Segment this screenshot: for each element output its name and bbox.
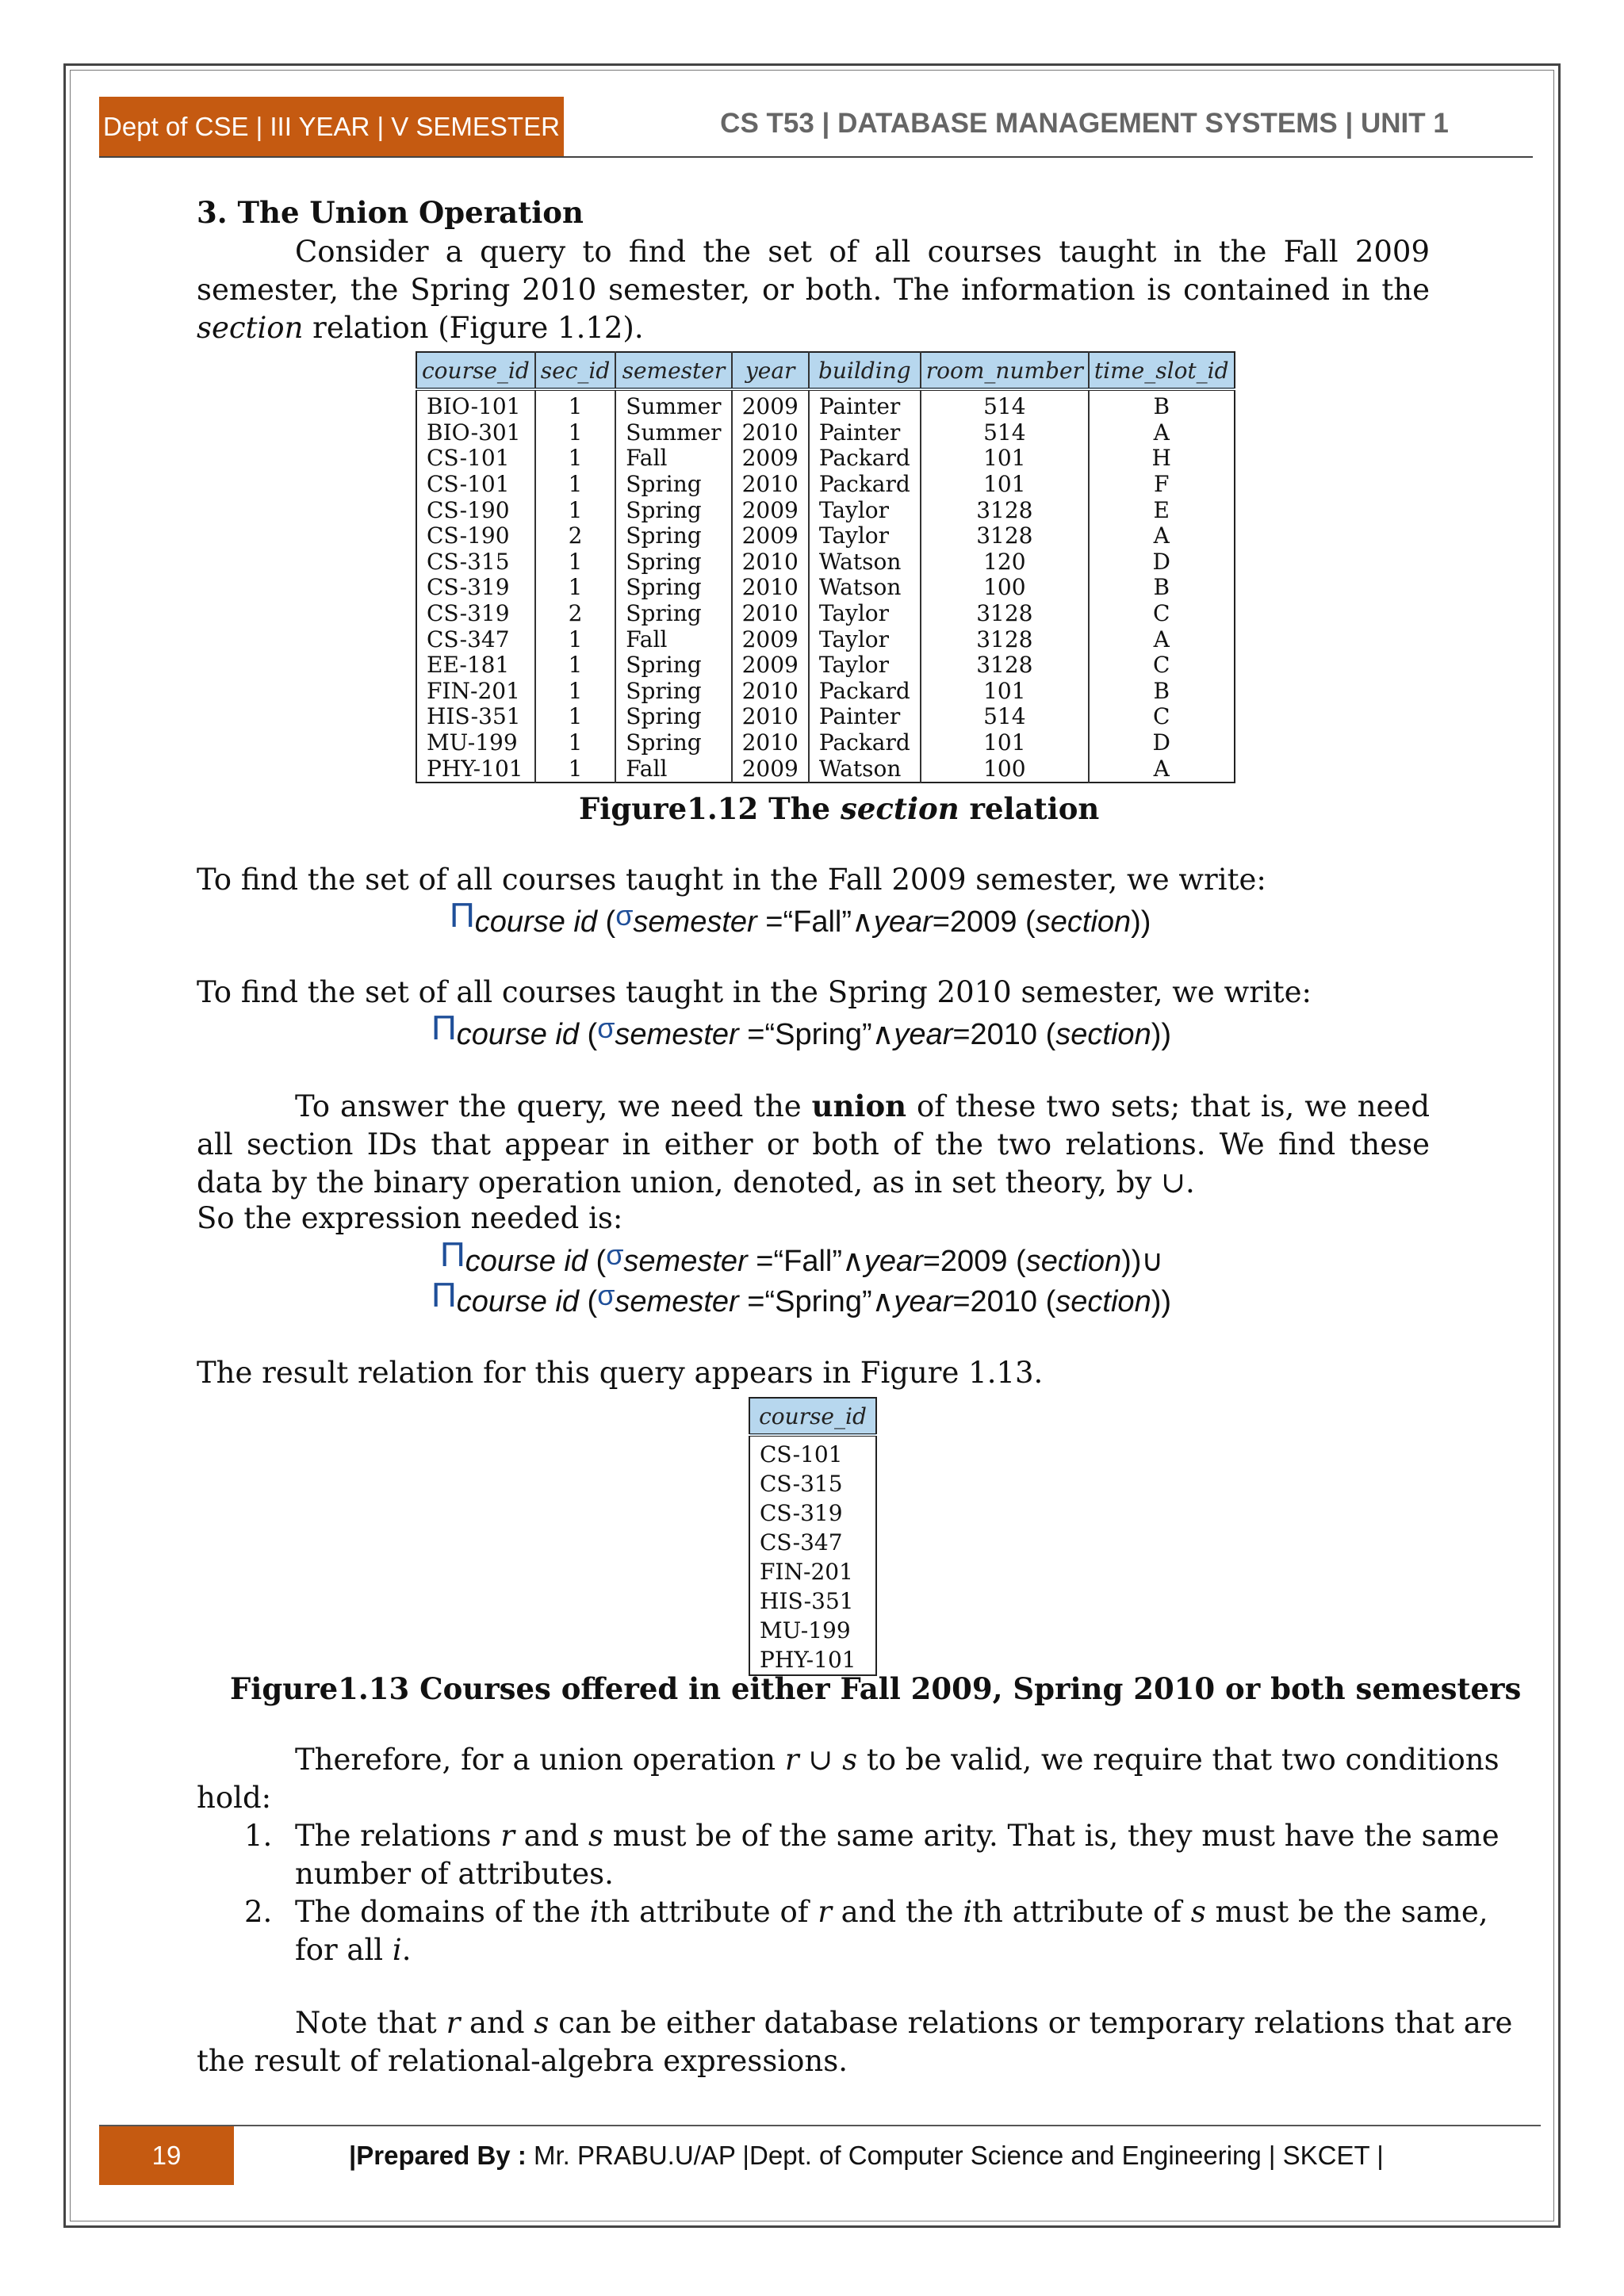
n-a: Note that <box>295 2006 446 2040</box>
f4-close: )) <box>1151 1285 1172 1318</box>
section-col-header: room_number <box>921 352 1089 389</box>
list-number-1: 1. <box>244 1819 273 1853</box>
table-cell: Packard <box>809 446 921 472</box>
table-cell: 2 <box>535 601 616 627</box>
c1-a: The relations <box>295 1819 501 1853</box>
table-cell: HIS-351 <box>760 1587 854 1614</box>
table-cell: 2010 <box>732 730 809 756</box>
f4-open: ( <box>578 1285 598 1318</box>
section-col-header: time_slot_id <box>1089 352 1235 389</box>
table-cell: 3128 <box>921 601 1089 627</box>
table-cell: 101 <box>921 730 1089 756</box>
table-cell: 1 <box>535 420 616 446</box>
selection-icon: σ <box>597 1279 615 1311</box>
intro-paragraph <box>197 233 1430 347</box>
table-cell: Taylor <box>809 626 921 652</box>
fig12-em: section <box>840 791 959 826</box>
table-cell: Packard <box>809 679 921 705</box>
projection-icon: Π <box>431 1008 457 1047</box>
table-cell: 3128 <box>921 652 1089 679</box>
header-rule <box>99 156 1533 158</box>
table-cell: Painter <box>809 704 921 730</box>
c1-s: s <box>588 1819 603 1853</box>
table-cell: 1 <box>535 389 616 420</box>
table-cell: Spring <box>615 601 731 627</box>
f1-cond: =“Fall”∧ <box>756 905 874 939</box>
f2-section: section <box>1055 1018 1151 1051</box>
table-cell: B <box>1153 393 1170 420</box>
table-row <box>749 1498 876 1528</box>
table-cell: 2010 <box>732 549 809 576</box>
fall-intro: To find the set of all courses taught in the Fall 2009 semester, we write: <box>197 863 1266 897</box>
table-cell: 1 <box>535 704 616 730</box>
union-pre: To answer the query, we need the <box>295 1089 812 1123</box>
table-cell: B <box>1153 677 1170 704</box>
table-cell: 2009 <box>732 497 809 523</box>
figure-1-12-caption <box>579 791 1099 826</box>
table-row <box>416 549 1235 576</box>
table-cell: 100 <box>921 756 1089 783</box>
table-cell: 514 <box>921 420 1089 446</box>
expression-needed: So the expression needed is: <box>197 1201 623 1235</box>
n-b: and <box>460 2006 534 2040</box>
table-cell: 101 <box>921 679 1089 705</box>
table-cell: BIO-301 <box>416 420 535 446</box>
table-cell: A <box>1153 522 1170 549</box>
table-cell: Packard <box>809 730 921 756</box>
table-cell: Spring <box>615 523 731 549</box>
n-r: r <box>446 2006 461 2040</box>
f3-year-val: =2009 ( <box>922 1245 1026 1278</box>
result-table-header: course_id <box>749 1398 876 1435</box>
table-cell: 1 <box>535 730 616 756</box>
table-cell: B <box>1153 574 1170 601</box>
ci-r: r <box>784 1743 799 1777</box>
table-cell: Painter <box>809 389 921 420</box>
note-line2: the result of relational-algebra expressions. <box>197 2044 848 2078</box>
c2-e: must be the same, <box>1205 1895 1488 1929</box>
table-cell: 101 <box>921 472 1089 498</box>
table-cell: 3128 <box>921 626 1089 652</box>
table-row <box>416 420 1235 446</box>
table-cell: 2010 <box>732 472 809 498</box>
projection-icon: Π <box>440 1235 465 1274</box>
condition-1-line1 <box>295 1819 1500 1853</box>
table-cell: D <box>1152 548 1170 575</box>
condition-2-line2 <box>295 1933 412 1967</box>
list-number-2: 2. <box>244 1895 273 1929</box>
table-cell: CS-319 <box>416 575 535 601</box>
table-cell: 1 <box>535 472 616 498</box>
footer-rest: Mr. PRABU.U/AP |Dept. of Computer Science and Engineering | SKCET | <box>533 2141 1384 2170</box>
table-cell: 2010 <box>732 601 809 627</box>
result-text: The result relation for this query appears in Figure 1.13. <box>197 1356 1044 1390</box>
union-paragraph <box>197 1087 1430 1202</box>
f4-course-id: course id <box>456 1285 579 1318</box>
c2-b: th attribute of <box>599 1895 818 1929</box>
table-cell: Spring <box>615 704 731 730</box>
f2-course-id: course id <box>456 1018 579 1051</box>
footer-prepared-by <box>349 2141 1384 2171</box>
result-relation-table <box>749 1397 877 1676</box>
fall-formula <box>450 896 1151 940</box>
table-cell: E <box>1153 496 1170 523</box>
f3-section: section <box>1025 1245 1122 1278</box>
f1-section: section <box>1035 905 1132 939</box>
table-cell: CS-315 <box>760 1470 843 1497</box>
table-cell: Packard <box>809 472 921 498</box>
table-cell: FIN-201 <box>760 1558 853 1585</box>
f3-semester: semester <box>623 1245 748 1278</box>
table-cell: Fall <box>615 626 731 652</box>
union-formula-line1 <box>440 1235 1164 1280</box>
c1-r: r <box>500 1819 515 1853</box>
table-cell: 3128 <box>921 497 1089 523</box>
table-cell: 101 <box>921 446 1089 472</box>
table-row <box>416 679 1235 705</box>
f1-course-id: course id <box>474 905 597 939</box>
fig12-prefix: Figure1.12 The <box>579 791 841 826</box>
table-cell: CS-101 <box>416 472 535 498</box>
table-row <box>416 472 1235 498</box>
header-dept-label: Dept of CSE | III YEAR | V SEMESTER <box>99 97 564 157</box>
c2-i3: i <box>392 1933 402 1967</box>
table-row <box>416 730 1235 756</box>
f3-close-union: ))∪ <box>1121 1245 1164 1278</box>
condition-1-line2: number of attributes. <box>295 1857 614 1891</box>
union-formula-line2 <box>431 1276 1172 1320</box>
table-row <box>416 575 1235 601</box>
table-cell: 1 <box>535 756 616 783</box>
table-cell: 1 <box>535 549 616 576</box>
table-cell: 2009 <box>732 652 809 679</box>
ci-a: Therefore, for a union operation <box>295 1743 785 1777</box>
section-title: 3. The Union Operation <box>197 195 584 230</box>
table-cell: C <box>1153 652 1170 679</box>
table-cell: C <box>1153 600 1170 627</box>
table-cell: MU-199 <box>760 1617 851 1644</box>
selection-icon: σ <box>597 1012 615 1044</box>
c2-i2: i <box>963 1895 973 1929</box>
section-col-header: year <box>732 352 809 389</box>
table-cell: 2010 <box>732 704 809 730</box>
spring-formula <box>431 1008 1172 1053</box>
table-cell: CS-101 <box>760 1441 843 1468</box>
table-cell: CS-190 <box>416 523 535 549</box>
c1-c: must be of the same arity. That is, they must have the same <box>603 1819 1500 1853</box>
f2-semester: semester <box>615 1018 739 1051</box>
section-col-header: sec_id <box>535 352 616 389</box>
table-cell: 1 <box>535 679 616 705</box>
f4-section: section <box>1055 1285 1151 1318</box>
note-line1 <box>295 2006 1512 2040</box>
table-row <box>416 497 1235 523</box>
f1-semester: semester <box>633 905 757 939</box>
c2-c: and the <box>831 1895 963 1929</box>
n-s: s <box>534 2006 550 2040</box>
f2-year: year <box>894 1018 953 1051</box>
table-row <box>749 1528 876 1557</box>
f3-year: year <box>864 1245 923 1278</box>
table-cell: Spring <box>615 679 731 705</box>
intro-end: relation (Figure 1.12). <box>303 311 644 345</box>
table-row <box>749 1469 876 1498</box>
section-col-header: semester <box>615 352 731 389</box>
table-row <box>416 704 1235 730</box>
table-row <box>416 523 1235 549</box>
ci-s: s <box>842 1743 858 1777</box>
c2-a: The domains of the <box>295 1895 590 1929</box>
table-row <box>416 652 1235 679</box>
table-cell: Fall <box>615 446 731 472</box>
table-cell: 1 <box>535 652 616 679</box>
section-table-header <box>416 352 1235 389</box>
footer-rule <box>99 2125 1541 2126</box>
f4-year: year <box>894 1285 953 1318</box>
table-cell: Watson <box>809 549 921 576</box>
c2-r: r <box>818 1895 832 1929</box>
section-table-body <box>416 389 1235 783</box>
projection-icon: Π <box>431 1276 457 1314</box>
table-row <box>749 1435 876 1469</box>
table-cell: Watson <box>809 575 921 601</box>
table-cell: MU-199 <box>416 730 535 756</box>
table-cell: Taylor <box>809 601 921 627</box>
f2-close: )) <box>1151 1018 1172 1051</box>
table-row <box>416 601 1235 627</box>
f1-close: )) <box>1131 905 1151 939</box>
table-cell: Spring <box>615 472 731 498</box>
f3-cond: =“Fall”∧ <box>747 1245 864 1278</box>
f2-cond: =“Spring”∧ <box>738 1018 894 1051</box>
table-cell: A <box>1153 755 1170 782</box>
table-cell: EE-181 <box>416 652 535 679</box>
table-cell: CS-315 <box>416 549 535 576</box>
table-cell: Painter <box>809 420 921 446</box>
table-row <box>416 446 1235 472</box>
table-cell: D <box>1152 729 1170 756</box>
table-cell: 120 <box>921 549 1089 576</box>
table-cell: CS-319 <box>760 1499 843 1526</box>
table-row <box>416 626 1235 652</box>
table-cell: HIS-351 <box>416 704 535 730</box>
table-cell: F <box>1154 471 1170 498</box>
table-cell: 1 <box>535 575 616 601</box>
intro-em: section <box>197 311 304 345</box>
figure-1-13-caption: Figure1.13 Courses offered in either Fall 2009, Spring 2010 or both semesters <box>230 1671 1522 1706</box>
table-row <box>416 389 1235 420</box>
intro-text: Consider a query to find the set of all courses taught in the Fall 2009 semester, the Spring 2010 semester, or both. The information is contained in the <box>197 235 1430 307</box>
table-cell: CS-101 <box>416 446 535 472</box>
table-cell: Summer <box>615 389 731 420</box>
f4-cond: =“Spring”∧ <box>738 1285 894 1318</box>
header-course-title: CS T53 | DATABASE MANAGEMENT SYSTEMS | UNIT 1 <box>720 108 1449 139</box>
table-cell: 2009 <box>732 756 809 783</box>
table-cell: 1 <box>535 626 616 652</box>
c2-d: th attribute of <box>972 1895 1191 1929</box>
table-cell: CS-190 <box>416 497 535 523</box>
table-cell: Taylor <box>809 523 921 549</box>
result-table-body <box>749 1435 876 1675</box>
union-bold: union <box>811 1089 907 1123</box>
conditions-intro-line1 <box>295 1743 1500 1777</box>
table-cell: 2009 <box>732 446 809 472</box>
table-cell: Spring <box>615 652 731 679</box>
table-cell: Fall <box>615 756 731 783</box>
table-row <box>749 1586 876 1616</box>
f1-year-val: =2009 ( <box>932 905 1036 939</box>
table-cell: Spring <box>615 549 731 576</box>
table-cell: CS-347 <box>416 626 535 652</box>
f4-year-val: =2010 ( <box>952 1285 1056 1318</box>
table-cell: PHY-101 <box>760 1646 856 1673</box>
table-cell: Spring <box>615 497 731 523</box>
f4-semester: semester <box>615 1285 739 1318</box>
table-cell: FIN-201 <box>416 679 535 705</box>
conditions-intro-line2: hold: <box>197 1781 272 1815</box>
f1-year: year <box>873 905 933 939</box>
table-cell: C <box>1153 703 1170 730</box>
union-post: of these two sets; that is, we need all section IDs that appear in either or both of the two relations. We find these data by the binary operation union, denoted, as in set theory, by ∪. <box>197 1089 1430 1200</box>
condition-2-line1 <box>295 1895 1488 1929</box>
table-row <box>749 1616 876 1645</box>
section-relation-table <box>416 351 1235 783</box>
table-cell: 2009 <box>732 389 809 420</box>
table-cell: 3128 <box>921 523 1089 549</box>
f2-year-val: =2010 ( <box>952 1018 1056 1051</box>
n-c: can be either database relations or temporary relations that are <box>549 2006 1513 2040</box>
table-cell: A <box>1153 626 1170 652</box>
table-cell: 514 <box>921 389 1089 420</box>
fig12-suffix: relation <box>959 791 1100 826</box>
ci-c: to be valid, we require that two conditions <box>857 1743 1500 1777</box>
page-number: 19 <box>99 2126 234 2185</box>
table-cell: 2010 <box>732 420 809 446</box>
projection-icon: Π <box>450 896 475 935</box>
table-cell: Watson <box>809 756 921 783</box>
c2-s: s <box>1190 1895 1206 1929</box>
table-cell: BIO-101 <box>416 389 535 420</box>
table-cell: 100 <box>921 575 1089 601</box>
table-cell: Taylor <box>809 652 921 679</box>
table-cell: Summer <box>615 420 731 446</box>
section-col-header: course_id <box>416 352 535 389</box>
selection-icon: σ <box>606 1238 624 1271</box>
section-col-header: building <box>809 352 921 389</box>
table-cell: 2009 <box>732 626 809 652</box>
table-cell: 2010 <box>732 679 809 705</box>
footer-label: |Prepared By : <box>349 2141 534 2170</box>
table-cell: 2009 <box>732 523 809 549</box>
f2-open: ( <box>578 1018 598 1051</box>
table-cell: CS-347 <box>760 1529 843 1556</box>
table-cell: Spring <box>615 730 731 756</box>
c2-g: . <box>401 1933 412 1967</box>
table-cell: H <box>1151 445 1171 472</box>
c2-i: i <box>589 1895 599 1929</box>
ci-b: ∪ <box>799 1743 843 1777</box>
table-cell: CS-319 <box>416 601 535 627</box>
spring-intro: To find the set of all courses taught in the Spring 2010 semester, we write: <box>197 975 1312 1009</box>
selection-icon: σ <box>615 899 634 932</box>
table-cell: Spring <box>615 575 731 601</box>
table-cell: 2 <box>535 523 616 549</box>
table-cell: 2010 <box>732 575 809 601</box>
c2-f: for all <box>295 1933 393 1967</box>
table-cell: 1 <box>535 446 616 472</box>
table-cell: 514 <box>921 704 1089 730</box>
f3-open: ( <box>587 1245 607 1278</box>
table-row <box>416 756 1235 783</box>
table-cell: PHY-101 <box>416 756 535 783</box>
f3-course-id: course id <box>465 1245 588 1278</box>
table-cell: 1 <box>535 497 616 523</box>
table-row <box>749 1557 876 1586</box>
table-cell: A <box>1153 419 1170 446</box>
f1-open: ( <box>596 905 616 939</box>
c1-b: and <box>514 1819 588 1853</box>
table-cell: Taylor <box>809 497 921 523</box>
